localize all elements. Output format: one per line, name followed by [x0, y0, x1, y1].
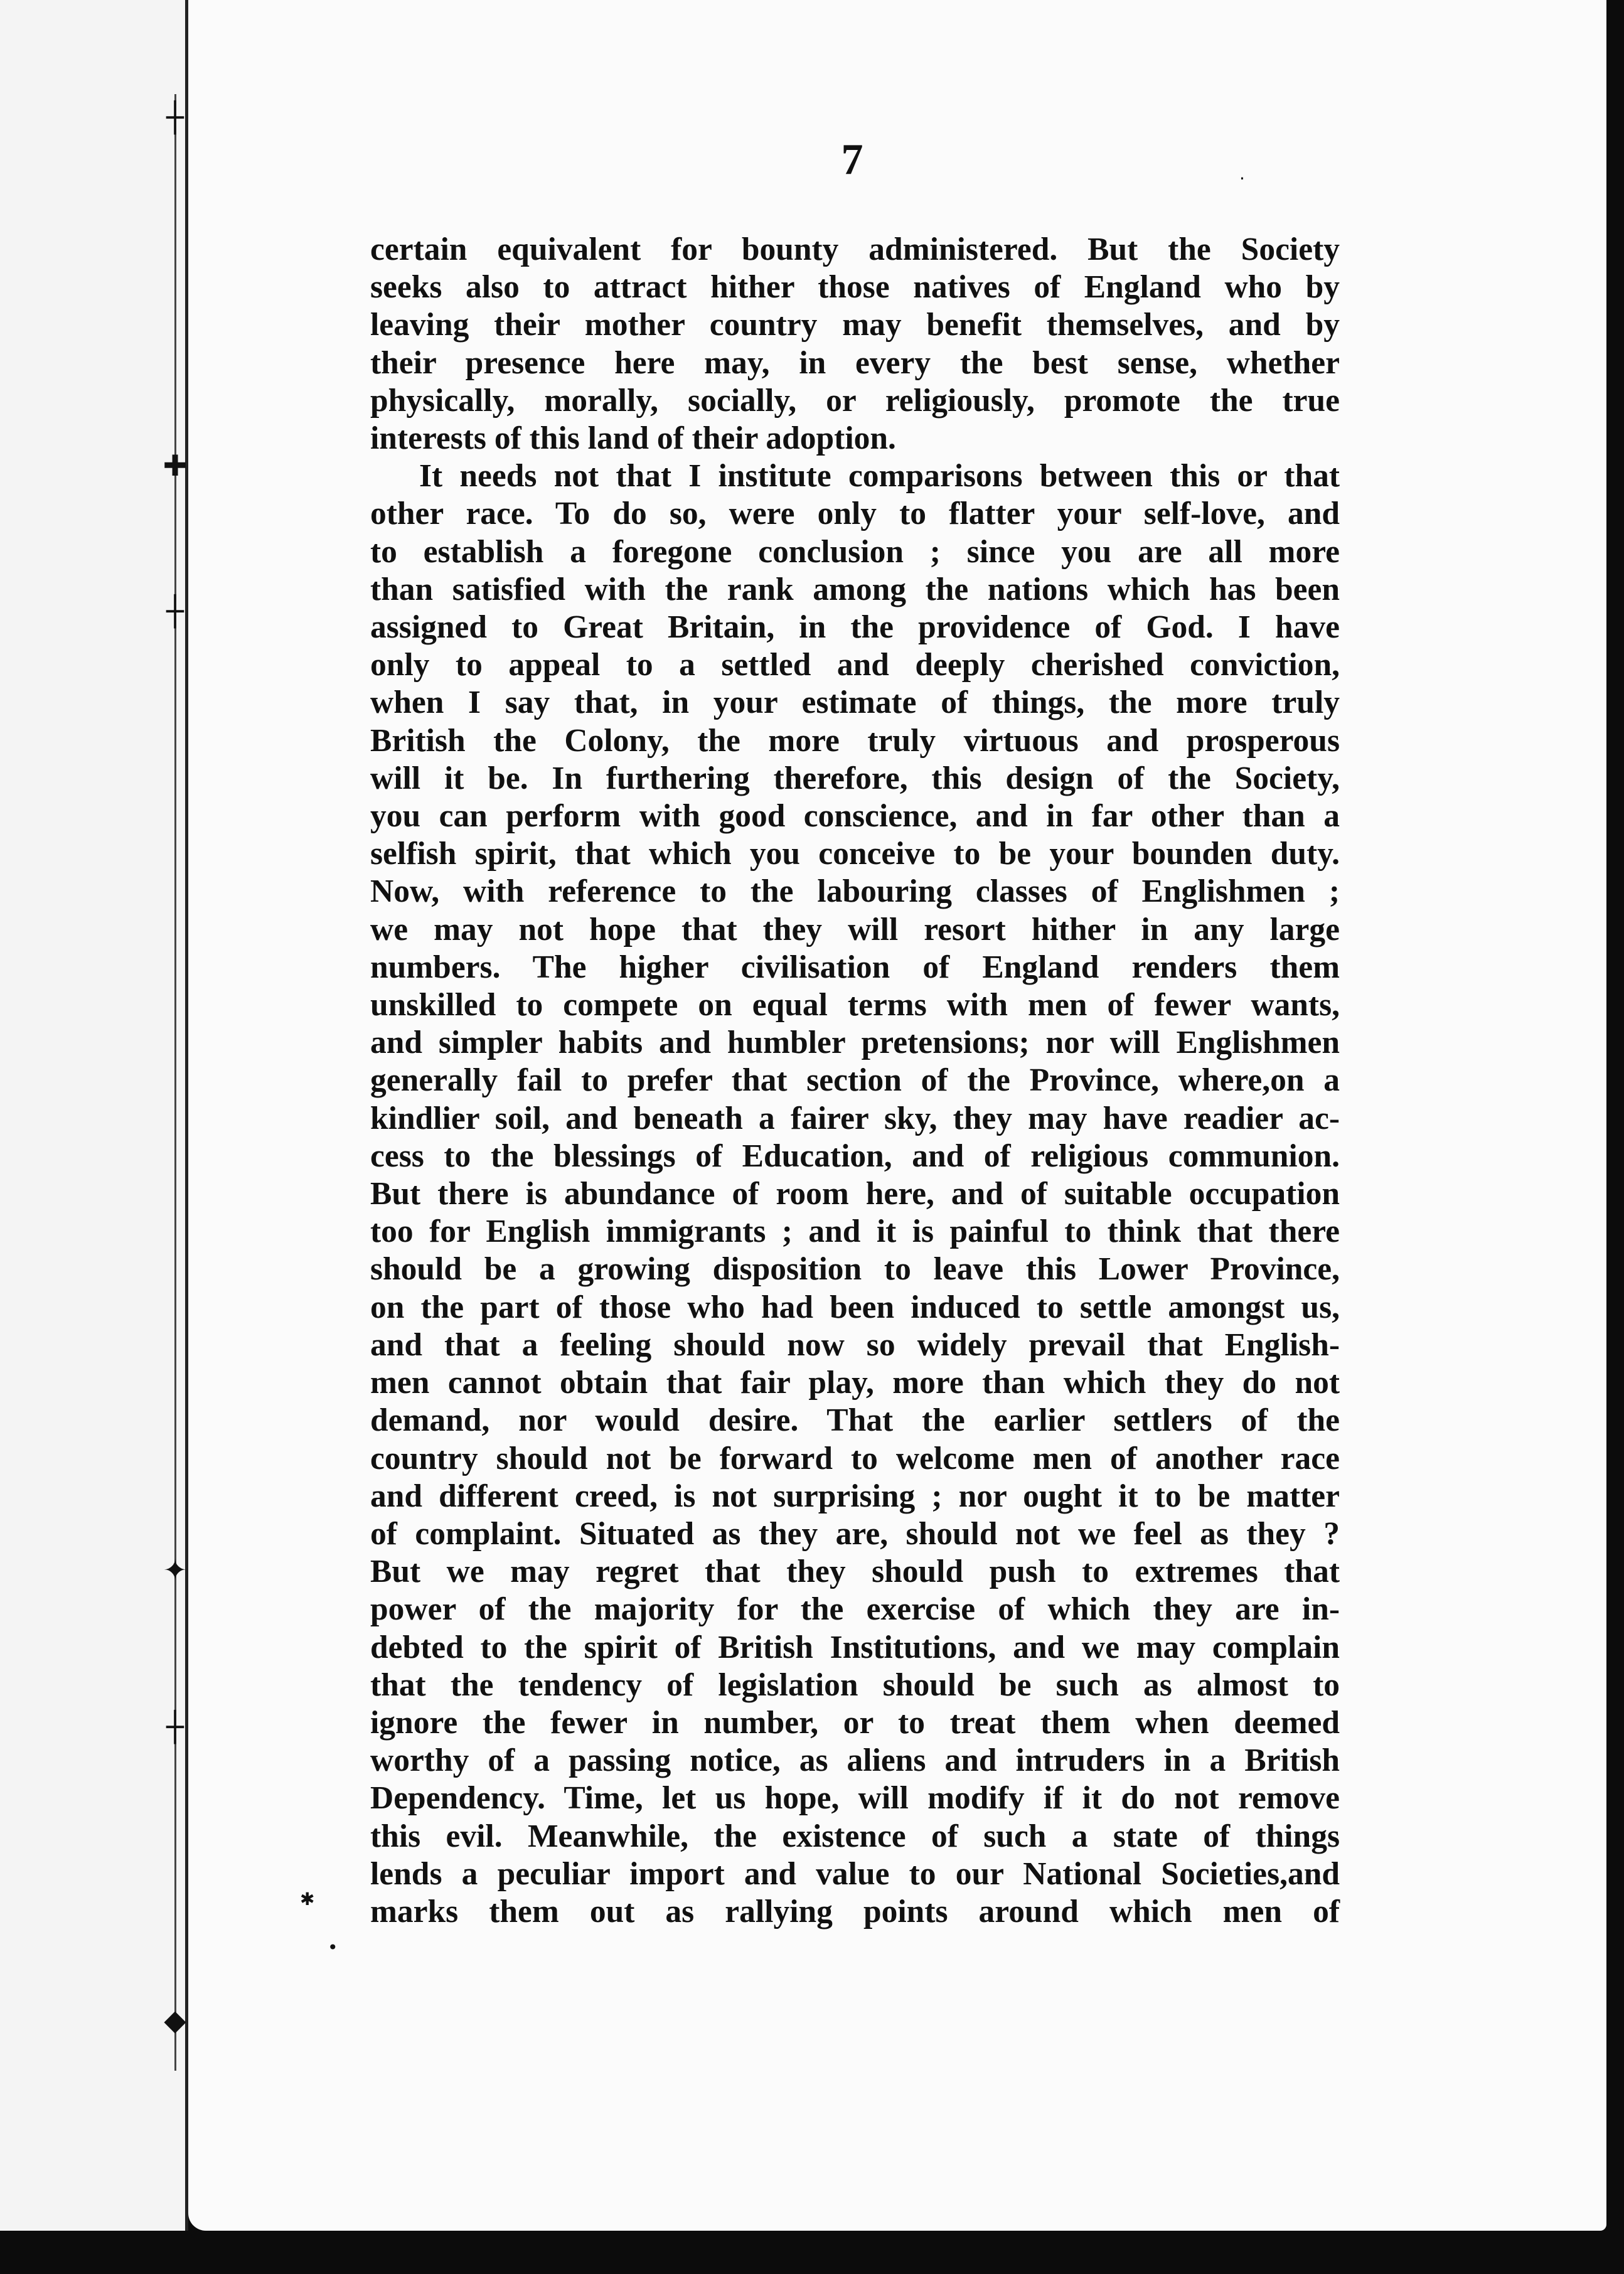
text-line: debted to the spirit of British Institutions, and we may complain [370, 1629, 1340, 1665]
text-line: worthy of a passing notice, as aliens and intruders in a British [370, 1743, 1340, 1779]
text-line: selfish spirit, that which you conceive to be your bounden duty. [370, 836, 1340, 872]
text-line: But we may regret that they should push to extremes that [370, 1554, 1340, 1590]
text-line: and different creed, is not surprising ; nor ought it to be matter [370, 1478, 1340, 1514]
text-line: lends a peculiar import and value to our National Societies,and [370, 1855, 1340, 1892]
text-line: and simpler habits and humbler pretensions; nor will Englishmen [370, 1025, 1340, 1061]
text-line: certain equivalent for bounty administered. But the Society [370, 232, 1340, 267]
text-line: country should not be forward to welcome men of another race [370, 1440, 1340, 1476]
text-line: leaving their mother country may benefit themselves, and by [370, 307, 1340, 343]
text-line: British the Colony, the more truly virtuous and prosperous [370, 722, 1340, 759]
text-line: will it be. In furthering therefore, this design of the Society, [370, 760, 1340, 796]
scan-bottom-edge [0, 2231, 1624, 2274]
text-line: we may not hope that they will resort hither in any large [370, 911, 1340, 948]
text-line: to establish a foregone conclusion ; since you are all more [370, 533, 1340, 570]
text-line: of complaint. Situated as they are, should not we feel as they ? [370, 1515, 1340, 1552]
text-line: unskilled to compete on equal terms with men of fewer wants, [370, 987, 1340, 1023]
binding-stitch-mark: ┼ [166, 594, 184, 628]
binding-stitch-mark: ✦ [163, 1553, 188, 1587]
binding-stitch-mark: ┼ [166, 1710, 184, 1744]
text-line: kindlier soil, and beneath a fairer sky, they may have readier ac- [370, 1100, 1340, 1136]
text-line: and that a feeling should now so widely prevail that English- [370, 1326, 1340, 1363]
text-line: interests of this land of their adoption. [370, 420, 896, 457]
text-line: this evil. Meanwhile, the existence of such a state of things [370, 1818, 1340, 1854]
text-line: men cannot obtain that fair play, more than which they do not [370, 1365, 1340, 1401]
ink-speck: • [328, 1937, 338, 1958]
text-line: seeks also to attract hither those natives of England who by [370, 269, 1340, 306]
text-line: power of the majority for the exercise of which they are in- [370, 1591, 1340, 1628]
binding-stitch-mark: ┼ [166, 100, 184, 134]
text-line: assigned to Great Britain, in the providence of God. I have [370, 609, 1340, 646]
text-line: generally fail to prefer that section of the Province, where,on a [370, 1062, 1340, 1099]
text-line: when I say that, in your estimate of things, the more truly [370, 685, 1340, 721]
text-line: numbers. The higher civilisation of England renders them [370, 949, 1340, 985]
text-line: their presence here may, in every the best sense, whether [370, 344, 1340, 381]
text-line: only to appeal to a settled and deeply cherished conviction, [370, 647, 1340, 683]
text-line: you can perform with good conscience, and in far other than a [370, 798, 1340, 835]
text-line: than satisfied with the rank among the nations which has been [370, 571, 1340, 607]
text-line: cess to the blessings of Education, and of religious communion. [370, 1138, 1340, 1174]
binding-stitch-mark: ◆ [164, 2003, 186, 2037]
page-body-text [370, 231, 1340, 1931]
paragraph [370, 457, 1340, 1931]
text-line: too for English immigrants ; and it is painful to think that there [370, 1214, 1340, 1250]
text-line: Now, with reference to the labouring classes of Englishmen ; [370, 873, 1340, 910]
ink-speck: · [1239, 168, 1245, 189]
binding-stitch-mark: ✚ [163, 449, 188, 483]
facing-page-edge [0, 0, 188, 2231]
text-line: It needs not that I institute comparisons between this or that [419, 458, 1340, 494]
paragraph [370, 231, 1340, 457]
text-line: that the tendency of legislation should be such as almost to [370, 1667, 1340, 1703]
text-line: marks them out as rallying points around which men of [370, 1893, 1340, 1930]
text-line: Dependency. Time, let us hope, will modify if it do not remove [370, 1780, 1340, 1817]
text-line: ignore the fewer in number, or to treat them when deemed [370, 1704, 1340, 1741]
text-line: other race. To do so, were only to flatter your self-love, and [370, 496, 1340, 532]
text-line: physically, morally, socially, or religiously, promote the true [370, 382, 1340, 419]
text-line: on the part of those who had been induced to settle amongst us, [370, 1289, 1340, 1325]
text-line: But there is abundance of room here, and of suitable occupation [370, 1176, 1340, 1212]
ink-speck: ✱ [300, 1889, 315, 1909]
binding-stitch-line [174, 94, 176, 2071]
text-line: demand, nor would desire. That the earlier settlers of the [370, 1402, 1340, 1439]
page-number: 7 [841, 136, 863, 184]
text-line: should be a growing disposition to leave this Lower Province, [370, 1251, 1340, 1288]
